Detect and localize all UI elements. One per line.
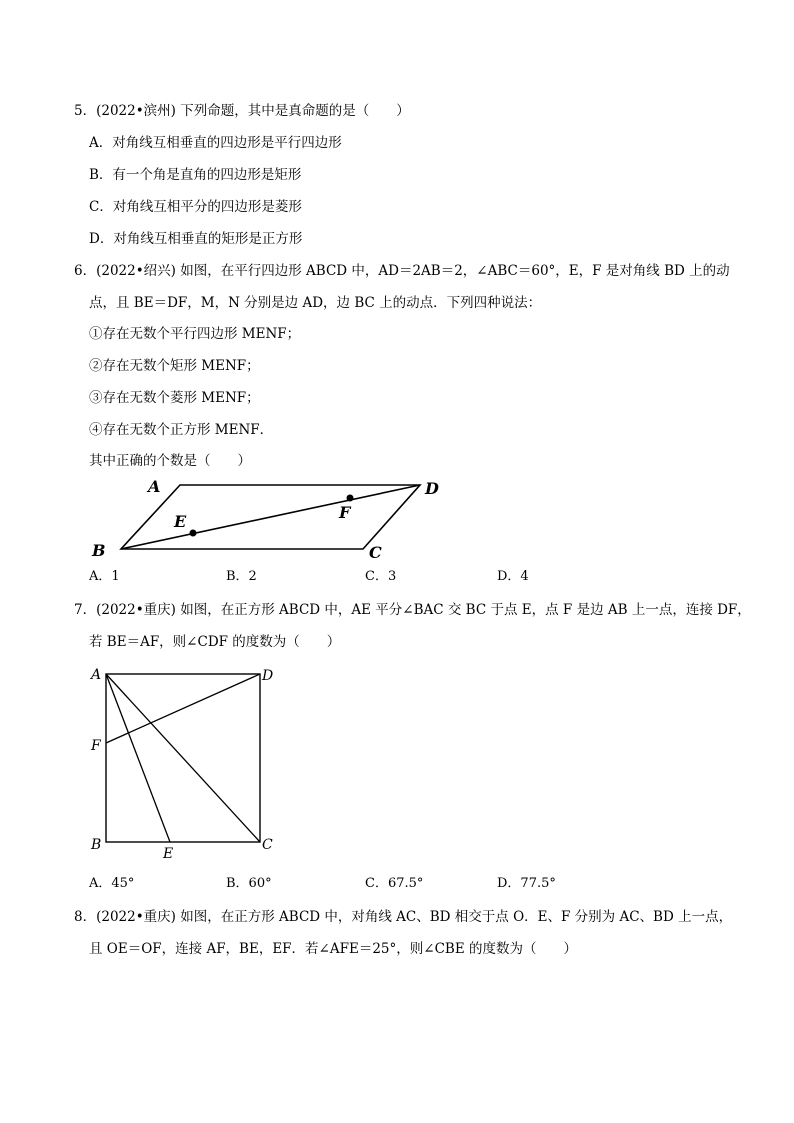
q5-option-c: C．对角线互相平分的四边形是菱形	[89, 199, 302, 215]
diagonal-ac	[106, 674, 260, 842]
label-d: D	[425, 479, 439, 498]
q6-stem-line2: 点，且 BE＝DF，M，N 分别是边 AD，边 BC 上的动点．下列四种说法：	[89, 295, 542, 311]
q6-statement-3: ③存在无数个菱形 MENF；	[89, 390, 260, 406]
q6-option-c: C．3	[365, 569, 397, 584]
segment-df	[106, 674, 260, 743]
q7-option-d: D．77.5°	[497, 876, 556, 891]
q5-option-d: D．对角线互相垂直的矩形是正方形	[89, 231, 303, 247]
label-e: E	[163, 846, 174, 862]
label-c: C	[369, 543, 382, 562]
q6-parallelogram-figure	[80, 474, 460, 564]
q7-option-c: C．67.5°	[365, 876, 424, 891]
point-e	[190, 530, 197, 537]
q5-stem: 5．(2022•滨州) 下列命题，其中是真命题的是（ ）	[74, 103, 410, 119]
q8-stem-line2: 且 OE＝OF，连接 AF，BE，EF．若∠AFE＝25°，则∠CBE 的度数为（ ）	[89, 941, 577, 957]
q7-stem-line1: 7．(2022•重庆) 如图，在正方形 ABCD 中，AE 平分∠BAC 交 BC 于点 E，点 F 是边 AB 上一点，连接 DF，	[74, 602, 751, 618]
q5-option-a: A．对角线互相垂直的四边形是平行四边形	[89, 135, 342, 151]
label-c: C	[262, 837, 273, 853]
label-f: F	[339, 503, 351, 522]
q6-option-b: B．2	[226, 569, 257, 584]
q7-option-a: A．45°	[89, 876, 135, 891]
q7-option-b: B．60°	[226, 876, 272, 891]
q6-option-a: A．1	[89, 569, 120, 584]
q7-square-figure	[84, 662, 284, 862]
label-b: B	[91, 837, 102, 853]
diagonal-bd	[121, 485, 420, 549]
q8-stem-line1: 8．(2022•重庆) 如图，在正方形 ABCD 中，对角线 AC、BD 相交于点 O．E、F 分别为 AC、BD 上一点，	[74, 909, 733, 925]
segment-ae	[106, 674, 170, 842]
q6-stem-line1: 6．(2022•绍兴) 如图，在平行四边形 ABCD 中，AD＝2AB＝2，∠ABC＝60°，E，F 是对角线 BD 上的动	[74, 263, 730, 279]
q6-statement-4: ④存在无数个正方形 MENF．	[89, 422, 274, 438]
point-f	[347, 495, 354, 502]
q6-question: 其中正确的个数是（ ）	[89, 453, 251, 469]
q6-option-d: D．4	[497, 569, 529, 584]
q6-statement-2: ②存在无数个矩形 MENF；	[89, 358, 260, 374]
label-e: E	[174, 512, 187, 531]
q5-option-b: B．有一个角是直角的四边形是矩形	[89, 167, 302, 183]
q7-stem-line2: 若 BE＝AF，则∠CDF 的度数为（ ）	[89, 634, 341, 650]
label-f: F	[91, 738, 101, 754]
label-a: A	[148, 477, 161, 496]
label-b: B	[92, 541, 106, 560]
label-d: D	[262, 668, 274, 684]
q6-statement-1: ①存在无数个平行四边形 MENF；	[89, 326, 301, 342]
label-a: A	[91, 667, 102, 683]
